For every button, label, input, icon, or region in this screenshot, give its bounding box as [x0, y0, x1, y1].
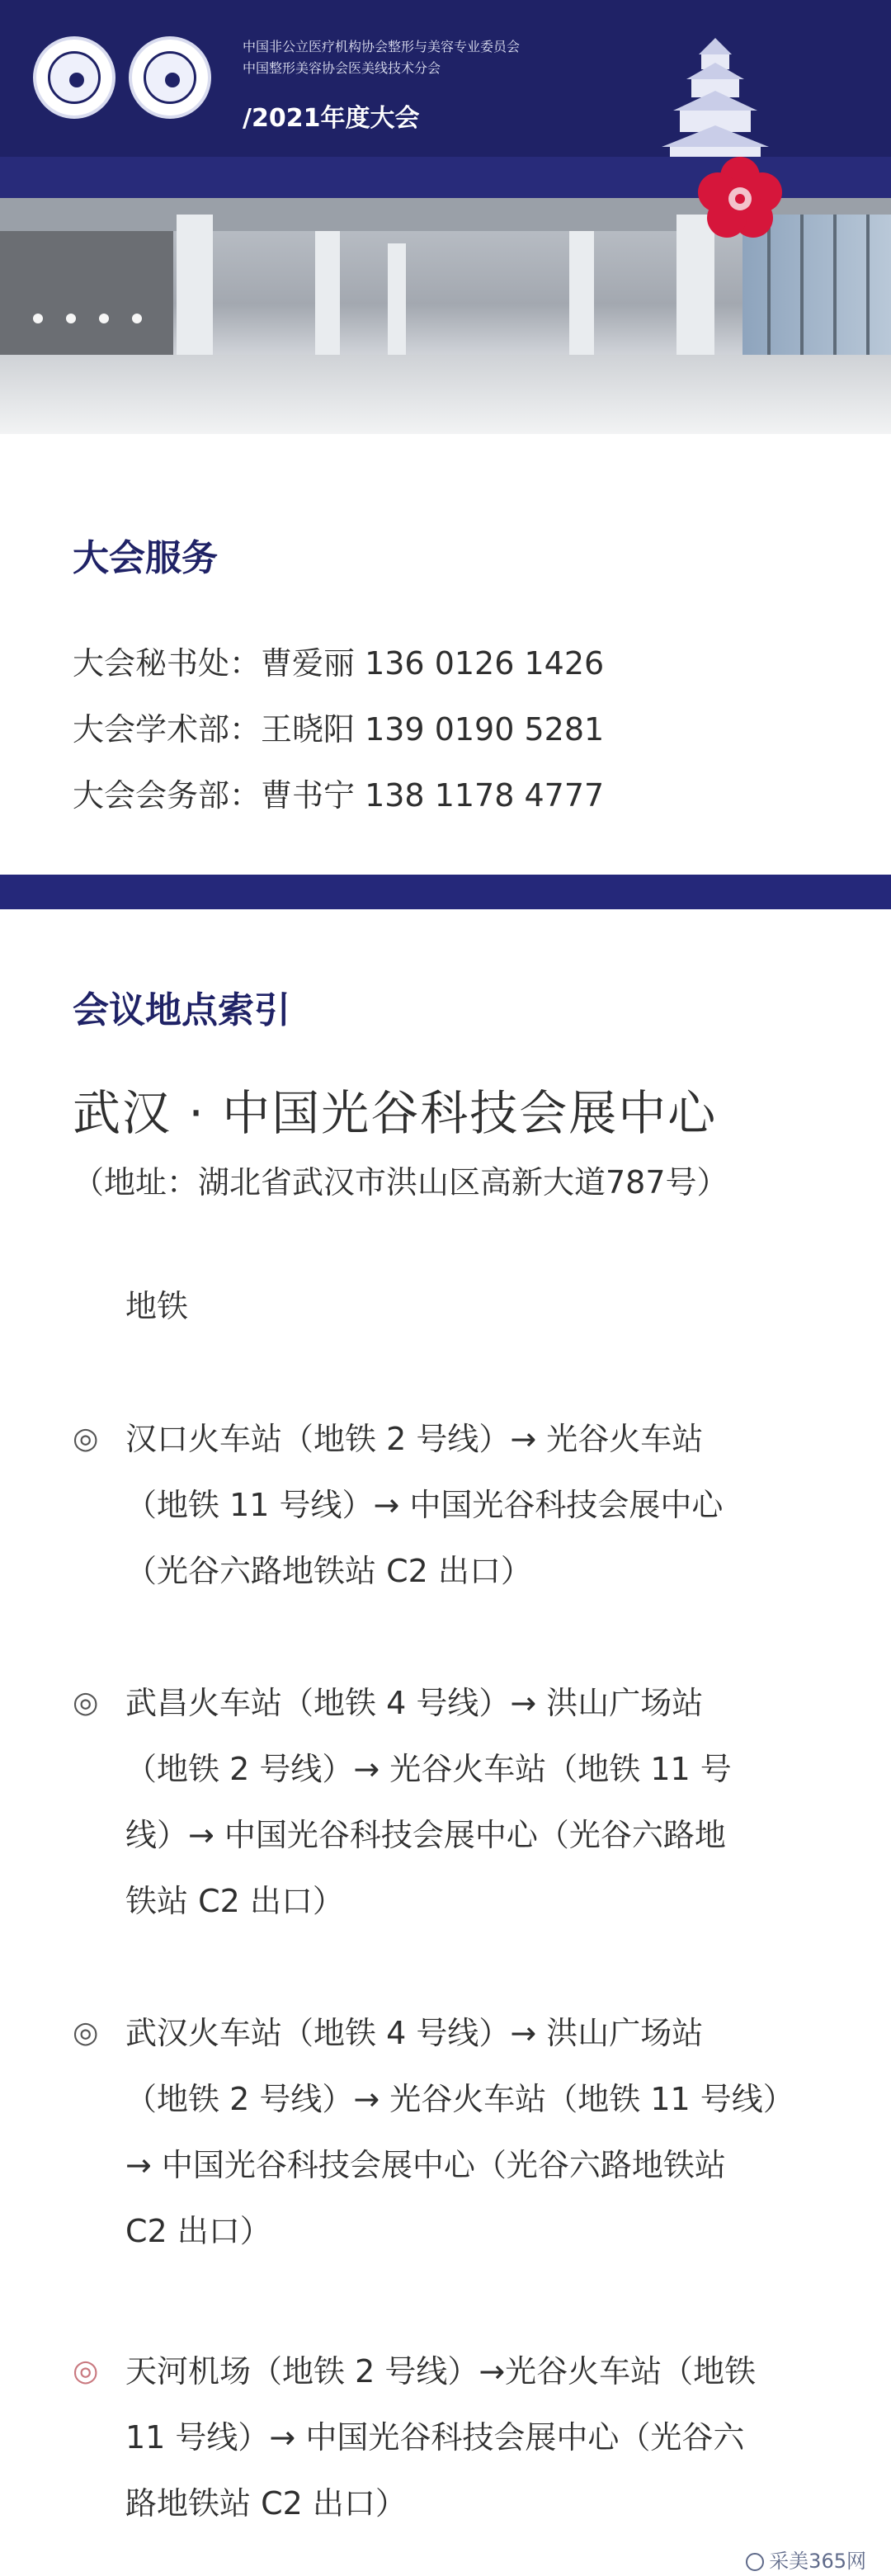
- org-line-1: 中国非公立医疗机构协会整形与美容专业委员会: [243, 39, 521, 54]
- route-line: （地铁 2 号线）→ 光谷火车站（地铁 11 号线）: [125, 2081, 794, 2117]
- header-text: [243, 36, 520, 134]
- route-line: 天河机场（地铁 2 号线）→光谷火车站（地铁: [125, 2353, 757, 2390]
- watermark-text: 采美365网: [769, 2550, 866, 2573]
- route-line: 11 号线）→ 中国光谷科技会展中心（光谷六: [125, 2419, 745, 2456]
- association-logo-1: [33, 36, 116, 119]
- route-line: → 中国光谷科技会展中心（光谷六路地铁站: [125, 2147, 726, 2183]
- yellow-crane-tower-icon: [653, 33, 777, 157]
- venue-name: 武汉 · 中国光谷科技会展中心: [73, 1085, 718, 1141]
- venue-address: （地址：湖北省武汉市洪山区高新大道787号）: [73, 1164, 728, 1201]
- metro-heading: 地铁: [125, 1288, 189, 1324]
- bullet-icon: ◎: [73, 2354, 99, 2388]
- org-line-2: 中国整形美容协会医美线技术分会: [243, 60, 441, 76]
- route-line: 武汉火车站（地铁 4 号线）→ 洪山广场站: [125, 2015, 704, 2051]
- header-banner: [0, 0, 891, 157]
- bullet-icon: ◎: [73, 1686, 99, 1720]
- route-line: 铁站 C2 出口）: [125, 1883, 344, 1919]
- contact-academic: 大会学术部：王晓阳 139 0190 5281: [73, 711, 605, 748]
- route-line: （地铁 11 号线）→ 中国光谷科技会展中心: [125, 1487, 724, 1523]
- plum-blossom-icon: [695, 153, 785, 244]
- contact-secretariat: 大会秘书处：曹爱丽 136 0126 1426: [73, 645, 605, 682]
- bullet-icon: ◎: [73, 2016, 99, 2050]
- route-line: 线）→ 中国光谷科技会展中心（光谷六路地: [125, 1817, 726, 1853]
- route-line: C2 出口）: [125, 2213, 271, 2249]
- venue-section-title: 会议地点索引: [73, 989, 290, 1031]
- services-title: 大会服务: [73, 537, 218, 579]
- year-title: /2021年度大会: [243, 104, 420, 133]
- watermark: [746, 2545, 866, 2574]
- bullet-icon: ◎: [73, 1422, 99, 1455]
- route-line: 汉口火车站（地铁 2 号线）→ 光谷火车站: [125, 1421, 704, 1457]
- route-line: （光谷六路地铁站 C2 出口）: [125, 1553, 532, 1589]
- route-line: 武昌火车站（地铁 4 号线）→ 洪山广场站: [125, 1685, 704, 1721]
- route-line: （地铁 2 号线）→ 光谷火车站（地铁 11 号: [125, 1751, 732, 1787]
- contact-affairs: 大会会务部：曹书宁 138 1178 4777: [73, 777, 605, 814]
- section-divider: [0, 875, 891, 909]
- association-logo-2: [129, 36, 211, 119]
- wechat-icon: [746, 2553, 764, 2571]
- route-line: 路地铁站 C2 出口）: [125, 2485, 407, 2522]
